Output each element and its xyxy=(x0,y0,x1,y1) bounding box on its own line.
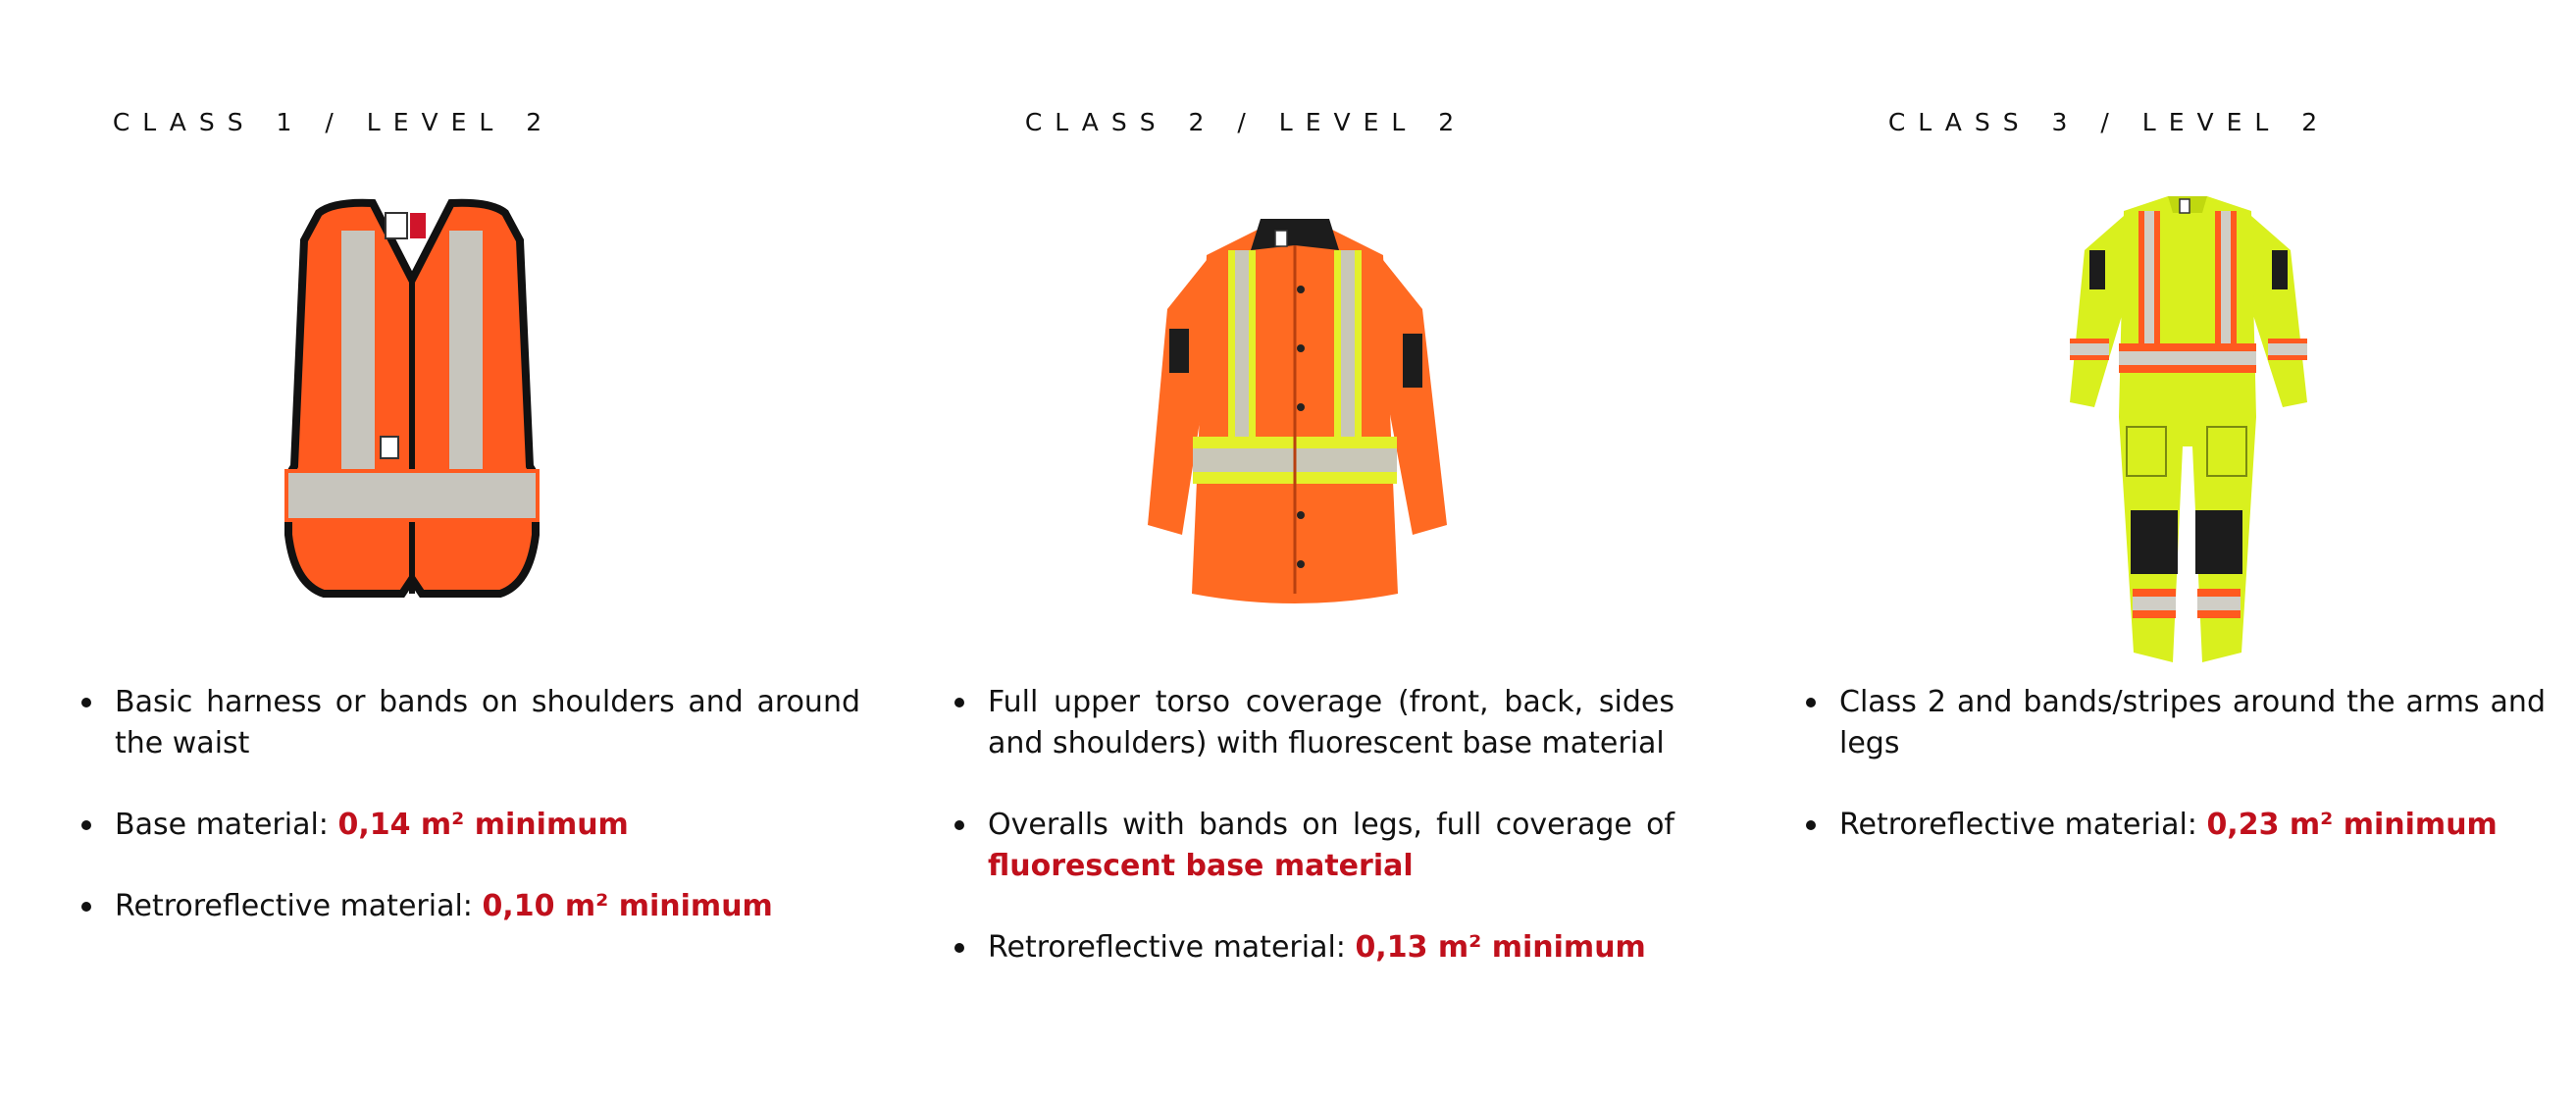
class-2-column xyxy=(932,0,1677,1099)
requirement-item: Full upper torso coverage (front, back, sides and shoulders) with fluorescent base material xyxy=(988,682,1674,764)
class-1-requirements xyxy=(115,682,860,968)
class-1-heading: CLASS 1 / LEVEL 2 xyxy=(112,108,555,136)
class-3-heading: CLASS 3 / LEVEL 2 xyxy=(1887,108,2331,136)
requirement-item: Retroreflective material: 0,23 m² minimum xyxy=(1839,805,2546,846)
orange-hi-vis-shirt-image xyxy=(1108,201,1481,623)
class-3-requirements xyxy=(1839,682,2546,886)
class-2-requirements xyxy=(988,682,1674,1009)
class-2-heading: CLASS 2 / LEVEL 2 xyxy=(1024,108,1468,136)
requirement-item: Retroreflective material: 0,13 m² minimum xyxy=(988,927,1674,968)
requirement-item: Retroreflective material: 0,10 m² minimum xyxy=(115,886,860,927)
requirement-item: Overalls with bands on legs, full coverage of fluorescent base material xyxy=(988,805,1674,887)
class-1-column xyxy=(59,0,860,1099)
class-3-column xyxy=(1785,0,2546,1099)
orange-safety-vest-image xyxy=(226,191,598,613)
requirement-item: Class 2 and bands/stripes around the arms and legs xyxy=(1839,682,2546,764)
yellow-hi-vis-coverall-image xyxy=(2031,191,2344,672)
requirement-item: Basic harness or bands on shoulders and around the waist xyxy=(115,682,860,764)
requirement-item: Base material: 0,14 m² minimum xyxy=(115,805,860,846)
